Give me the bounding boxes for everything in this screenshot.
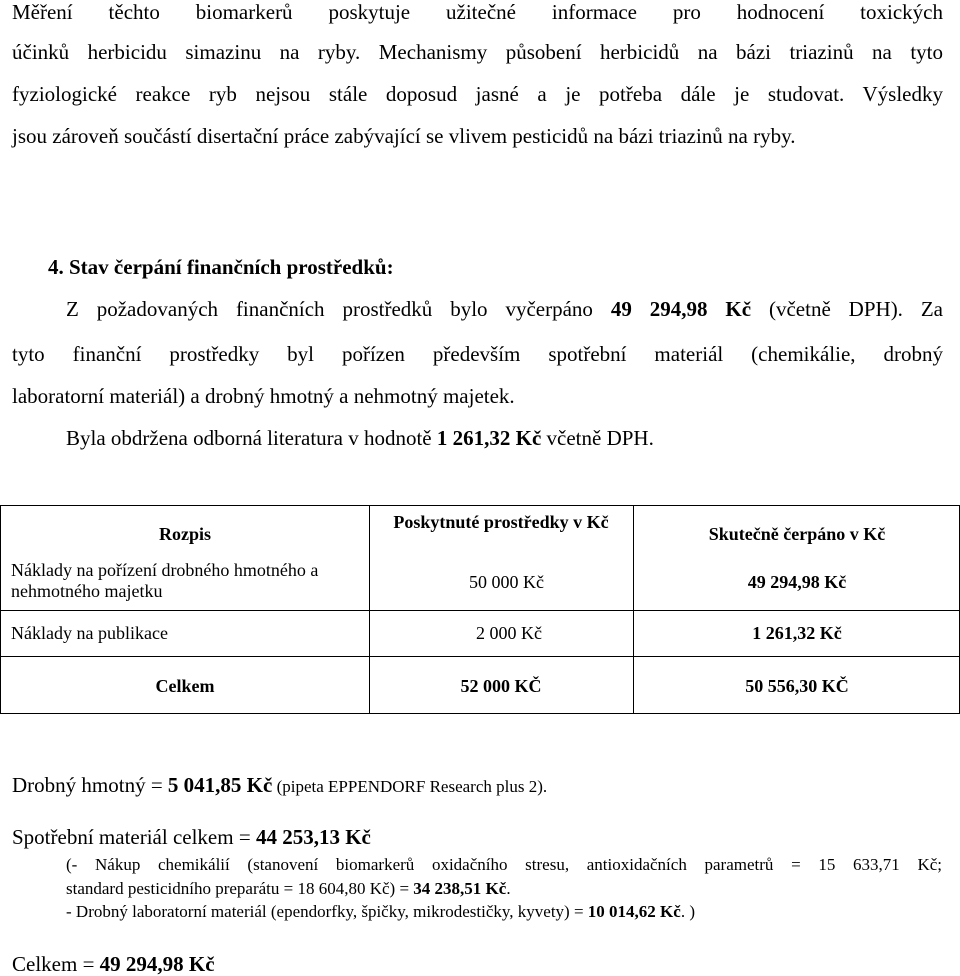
drobny-hmotny-line <box>12 773 547 799</box>
row-majetek-label: Náklady na pořízení drobného hmotného a nehmotného majetku <box>11 560 319 601</box>
section-para-line-3: laboratorní materiál) a drobný hmotný a nehmotný majetek. <box>12 384 515 408</box>
drobny-hmotny-note: (pipeta EPPENDORF Research plus 2). <box>272 777 548 796</box>
text: - Drobný laboratorní materiál (ependorfky, špičky, mikrodestičky, kyvety) = <box>66 902 588 921</box>
section-para-line-2: tyto finanční prostředky byl pořízen především spotřební materiál (chemikálie, drobný <box>12 342 943 366</box>
spotrebni-amount: 44 253,13 Kč <box>255 825 371 849</box>
detail-line-3 <box>66 900 695 924</box>
section-title: Stav čerpání finančních prostředků: <box>69 255 394 279</box>
header-skutecne: Skutečně čerpáno v Kč <box>708 524 886 544</box>
row-publikace-poskytnute: 2 000 Kč <box>476 623 542 643</box>
text: Spotřební materiál celkem = <box>12 825 256 849</box>
intro-line-1: Měření těchto biomarkerů poskytuje užitečné informace pro hodnocení toxických <box>12 0 943 24</box>
literature-amount: 1 261,32 Kč <box>436 426 542 450</box>
detail-line-2 <box>66 877 511 901</box>
row-publikace-skutecne: 1 261,32 Kč <box>752 623 842 643</box>
text: . ) <box>680 902 695 921</box>
section-para-line-1 <box>66 297 943 321</box>
literature-line <box>66 426 654 450</box>
drobny-hmotny-amount: 5 041,85 Kč <box>167 773 273 797</box>
text: standard pesticidního preparátu = 18 604,80 Kč) = <box>66 879 414 898</box>
celkem-line <box>12 952 215 976</box>
col-divider <box>369 611 370 656</box>
text: Drobný hmotný = <box>12 773 168 797</box>
text: Byla obdržena odborná literatura v hodnotě <box>66 426 437 450</box>
celkem-amount: 49 294,98 Kč <box>99 952 215 976</box>
row-publikace-label: Náklady na publikace <box>11 623 168 643</box>
row-majetek-poskytnute: 50 000 Kč <box>469 572 544 592</box>
budget-table-block-3 <box>0 656 960 714</box>
row-celkem-poskytnute: 52 000 KČ <box>460 676 542 696</box>
row-celkem-skutecne: 50 556,30 KČ <box>745 676 849 696</box>
header-poskytnute: Poskytnuté prostředky v Kč <box>393 512 609 532</box>
spotrebni-line <box>12 825 371 849</box>
budget-table-block-2 <box>0 610 960 657</box>
row-majetek-skutecne: 49 294,98 Kč <box>747 572 847 592</box>
text: Celkem = <box>12 952 100 976</box>
text: včetně DPH. <box>541 426 654 450</box>
intro-line-4: jsou zároveň součástí disertační práce zabývající se vlivem pesticidů na bázi triazinů na ryby. <box>12 124 796 148</box>
detail-subtotal-amount: 34 238,51 Kč <box>413 879 507 898</box>
text: . <box>506 879 511 898</box>
section-number: 4. <box>48 255 64 279</box>
amount-spent: 49 294,98 Kč <box>610 297 752 321</box>
header-rozpis: Rozpis <box>158 524 211 544</box>
col-divider <box>633 506 634 610</box>
text: Z požadovaných finančních prostředků bylo vyčerpáno <box>66 297 611 321</box>
row-celkem-label: Celkem <box>155 676 215 696</box>
detail-line-1: (- Nákup chemikálií (stanovení biomarkerů oxidačního stresu, antioxidačních parametrů = 15 633,71 Kč; <box>66 855 942 874</box>
intro-line-3: fyziologické reakce ryb nejsou stále doposud jasné a je potřeba dále je studovat. Výsledky <box>12 82 943 106</box>
text: (včetně DPH). Za <box>751 297 943 321</box>
intro-line-2: účinků herbicidu simazinu na ryby. Mechanismy působení herbicidů na bázi triazinů na tyto <box>12 40 943 64</box>
detail-lab-amount: 10 014,62 Kč <box>587 902 681 921</box>
budget-table-block-1 <box>0 505 960 611</box>
section-heading <box>48 255 394 279</box>
